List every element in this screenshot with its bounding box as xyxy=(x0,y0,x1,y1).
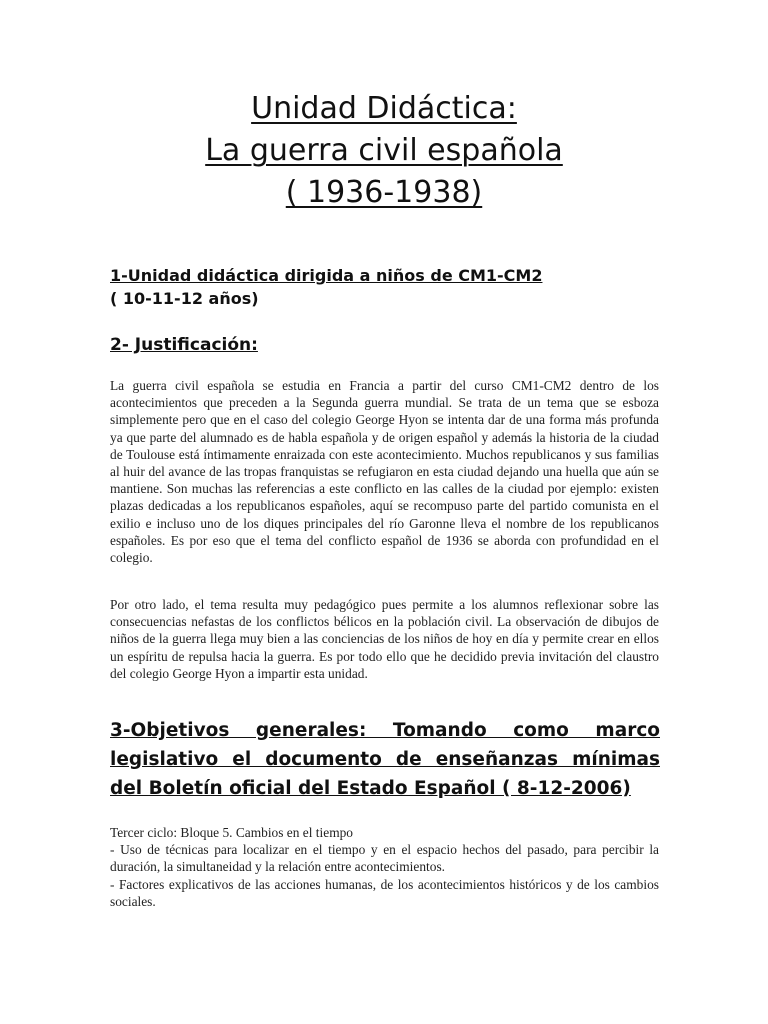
section-1-heading xyxy=(110,264,660,310)
list-item: - Uso de técnicas para localizar en el tiempo y en el espacio hechos del pasado, para percibir la duración, la simultaneidad y la relación entre acontecimientos. xyxy=(110,842,659,875)
section-1-target-audience: 1-Unidad didáctica dirigida a niños de CM1-CM2 xyxy=(110,266,543,285)
title-line-2: La guerra civil española xyxy=(205,133,563,168)
justification-paragraph-1: La guerra civil española se estudia en Francia a partir del curso CM1-CM2 dentro de los acontecimientos que preceden a la Segunda guerra mundial. Se trata de un tema que se esboza simplemente pero que en el caso del colegio George Hyon se intenta dar de una forma más profunda ya que parte del alumnado es de habla española y de origen español y además la historia de la ciudad de Toulouse está íntimamente enraizada con este acontecimiento. Muchos republicanos y sus familias al huir del avance de las tropas franquistas se refugiaron en esta ciudad dejando una huella que aún se mantiene. Son muchas las referencias a este conflicto en las calles de la ciudad por ejemplo: existen plazas dedicadas a los republicanos españoles, aquí se recompuso parte del partido comunista en el exilio e incluso uno de los diques principales del río Garonne lleva el nombre de los republicanos españoles. Es por eso que el tema del conflicto español de 1936 se aborda con profundidad en el colegio. xyxy=(110,378,659,566)
justification-paragraph-2: Por otro lado, el tema resulta muy pedagógico pues permite a los alumnos reflexionar sobre las consecuencias nefastas de los conflictos bélicos en la población civil. La observación de dibujos de niños de la guerra llega muy bien a las conciencias de los niños de hoy en día y permite crear en ellos un espíritu de repulsa hacia la guerra. Es por todo ello que he decidido previa invitación del claustro del colegio George Hyon a impartir esta unidad. xyxy=(110,597,659,681)
section-2-heading: 2- Justificación: xyxy=(110,335,258,355)
list-item: - Factores explicativos de las acciones humanas, de los acontecimientos históricos y de los cambios sociales. xyxy=(110,876,659,909)
objectives-list xyxy=(110,824,659,910)
document-title xyxy=(0,88,768,214)
title-line-1: Unidad Didáctica: xyxy=(251,91,517,126)
list-item: Tercer ciclo: Bloque 5. Cambios en el tiempo xyxy=(110,825,353,840)
section-1-age-range: ( 10-11-12 años) xyxy=(110,289,259,308)
section-3-heading: 3-Objetivos generales: Tomando como marco legislativo el documento de enseñanzas mínimas del Boletín oficial del Estado Español ( 8-12-2006) xyxy=(110,720,660,799)
title-line-3: ( 1936-1938) xyxy=(285,175,483,210)
